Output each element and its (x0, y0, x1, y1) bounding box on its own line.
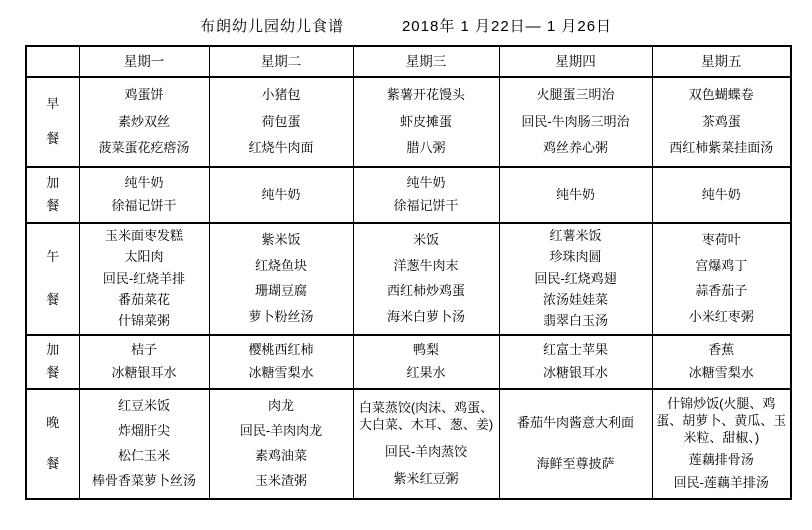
menu-item: 纯牛奶 (124, 174, 164, 190)
day-header-label: 星期一 (123, 53, 165, 69)
menu-item: 徐福记饼干 (111, 198, 177, 214)
menu-item: 洋葱牛肉末 (393, 257, 459, 273)
menu-item: 回民-莲藕羊排汤 (673, 475, 769, 491)
day-header-cell (652, 46, 791, 77)
menu-item: 素鸡油菜 (254, 448, 307, 464)
menu-cell (79, 77, 209, 167)
menu-item: 双色蝴蝶卷 (688, 87, 754, 103)
menu-item: 什锦炒饭(火腿、鸡蛋、胡萝卜、黄瓜、玉米粒、甜椒、) (656, 395, 787, 445)
menu-cell (79, 389, 209, 499)
menu-item: 冰糖银耳水 (111, 365, 177, 381)
menu-item: 紫米饭 (261, 232, 301, 248)
menu-cell (652, 167, 791, 223)
meal-label-char: 餐 (46, 291, 60, 307)
menu-item: 纯牛奶 (261, 186, 301, 202)
menu-item: 珊瑚豆腐 (254, 283, 307, 299)
menu-cell (652, 389, 791, 499)
menu-item: 棒骨香菜萝卜丝汤 (91, 472, 196, 488)
menu-cell (353, 223, 499, 335)
menu-item: 红豆米饭 (117, 398, 170, 414)
menu-item: 西红柿紫菜挂面汤 (669, 139, 774, 155)
menu-cell (353, 389, 499, 499)
menu-cell (79, 167, 209, 223)
menu-item: 回民-羊肉肉龙 (239, 423, 323, 439)
menu-item: 纯牛奶 (406, 174, 446, 190)
menu-item: 徐福记饼干 (393, 198, 459, 214)
menu-item: 紫薯开花馒头 (386, 87, 465, 103)
meal-row (26, 223, 791, 335)
day-header-label: 星期四 (555, 53, 596, 69)
menu-table-body (26, 46, 791, 499)
menu-item: 冰糖雪梨水 (248, 365, 314, 381)
menu-item: 冰糖银耳水 (542, 365, 608, 381)
meal-label-char: 餐 (46, 198, 60, 214)
meal-label-cell (26, 77, 79, 167)
menu-item: 太阳肉 (124, 249, 164, 265)
menu-item: 红果水 (406, 365, 446, 381)
menu-item: 纯牛奶 (555, 186, 595, 202)
menu-item: 回民-牛肉肠三明治 (521, 113, 630, 129)
meal-label-char: 加 (46, 174, 60, 190)
menu-cell (652, 223, 791, 335)
menu-item: 萝卜粉丝汤 (248, 308, 314, 324)
menu-item: 紫米红豆粥 (393, 471, 459, 486)
menu-item: 纯牛奶 (701, 186, 741, 202)
menu-item: 回民-红烧羊排 (102, 270, 186, 286)
menu-item: 白菜蒸饺(肉沫、鸡蛋、大白菜、木耳、葱、姜) (358, 400, 494, 432)
menu-item: 浓汤娃娃菜 (542, 291, 608, 307)
menu-cell (209, 167, 353, 223)
menu-item: 冰糖雪梨水 (688, 365, 754, 381)
menu-cell (353, 335, 499, 389)
meal-label-char: 加 (46, 342, 60, 358)
menu-cell (499, 335, 652, 389)
menu-item: 小米红枣粥 (688, 308, 754, 324)
menu-item: 茶鸡蛋 (701, 113, 741, 129)
day-header-row (26, 46, 791, 77)
date-range: 2018年 1 月22日— 1 月26日 (401, 18, 613, 35)
menu-item: 海鲜至尊披萨 (536, 456, 615, 472)
day-header-cell (353, 46, 499, 77)
menu-item: 玉米渣粥 (254, 472, 307, 488)
menu-item: 回民-羊肉蒸饺 (384, 444, 468, 459)
menu-item: 什锦菜粥 (117, 312, 170, 328)
menu-item: 鸭梨 (412, 342, 439, 358)
meal-label-cell (26, 335, 79, 389)
menu-item: 樱桃西红柿 (248, 342, 314, 358)
day-header-cell (499, 46, 652, 77)
meal-label-char: 早 (46, 96, 60, 112)
menu-item: 西红柿炒鸡蛋 (386, 283, 465, 299)
menu-cell (652, 335, 791, 389)
menu-item: 玉米面枣发糕 (104, 228, 183, 244)
menu-cell (499, 223, 652, 335)
menu-cell (209, 335, 353, 389)
menu-item: 米饭 (412, 232, 439, 248)
menu-item: 翡翠白玉汤 (542, 312, 608, 328)
corner-cell (26, 46, 79, 77)
day-header-label: 星期五 (701, 53, 742, 69)
menu-item: 鸡丝养心粥 (542, 139, 608, 155)
menu-item: 红富士苹果 (542, 342, 608, 358)
menu-item: 菠菜蛋花疙瘩汤 (98, 139, 190, 155)
menu-item: 虾皮摊蛋 (399, 113, 452, 129)
meal-row (26, 77, 791, 167)
meal-row (26, 389, 791, 499)
menu-cell (209, 223, 353, 335)
menu-cell (499, 77, 652, 167)
menu-item: 红烧牛肉面 (248, 139, 314, 155)
menu-item: 番茄菜花 (117, 291, 170, 307)
meal-label-char: 餐 (46, 131, 60, 147)
day-header-cell (79, 46, 209, 77)
menu-item: 宫爆鸡丁 (695, 257, 748, 273)
day-header-label: 星期二 (260, 53, 302, 69)
page-header (0, 15, 812, 39)
menu-cell (79, 335, 209, 389)
menu-item: 肉龙 (267, 398, 294, 414)
meal-row (26, 167, 791, 223)
menu-item: 莲藕排骨汤 (688, 452, 754, 468)
menu-item: 红薯米饭 (549, 228, 602, 244)
menu-item: 珍珠肉圆 (549, 249, 602, 265)
meal-label-char: 午 (46, 249, 60, 265)
page-title: 布朗幼儿园幼儿食谱 (199, 18, 344, 35)
menu-cell (79, 223, 209, 335)
menu-item: 红烧鱼块 (254, 257, 307, 273)
menu-item: 腊八粥 (406, 139, 446, 155)
menu-cell (652, 77, 791, 167)
menu-item: 回民-红烧鸡翅 (534, 270, 617, 286)
menu-item: 火腿蛋三明治 (536, 87, 615, 103)
menu-item: 番茄牛肉酱意大利面 (516, 414, 634, 430)
meal-label-char: 餐 (46, 456, 60, 472)
menu-item: 海米白萝卜汤 (386, 308, 465, 324)
menu-cell (499, 389, 652, 499)
meal-label-cell (26, 389, 79, 499)
menu-item: 素炒双丝 (117, 113, 170, 129)
menu-item: 炸熘肝尖 (117, 423, 170, 439)
menu-item: 桔子 (130, 342, 157, 358)
menu-cell (209, 77, 353, 167)
meal-row (26, 335, 791, 389)
menu-item: 枣荷叶 (701, 232, 741, 248)
meal-label-cell (26, 223, 79, 335)
menu-item: 香蕉 (708, 342, 735, 358)
day-header-label: 星期三 (405, 53, 447, 69)
day-header-cell (209, 46, 353, 77)
meal-label-char: 晚 (46, 414, 60, 430)
menu-cell (499, 167, 652, 223)
menu-table (25, 45, 792, 500)
menu-item: 松仁玉米 (117, 448, 170, 464)
menu-cell (353, 167, 499, 223)
meal-label-cell (26, 167, 79, 223)
menu-item: 小猪包 (261, 87, 301, 103)
menu-item: 荷包蛋 (261, 113, 301, 129)
menu-item: 鸡蛋饼 (124, 87, 164, 103)
menu-item: 蒜香茄子 (695, 283, 748, 299)
meal-label-char: 餐 (46, 365, 60, 381)
menu-cell (353, 77, 499, 167)
menu-cell (209, 389, 353, 499)
